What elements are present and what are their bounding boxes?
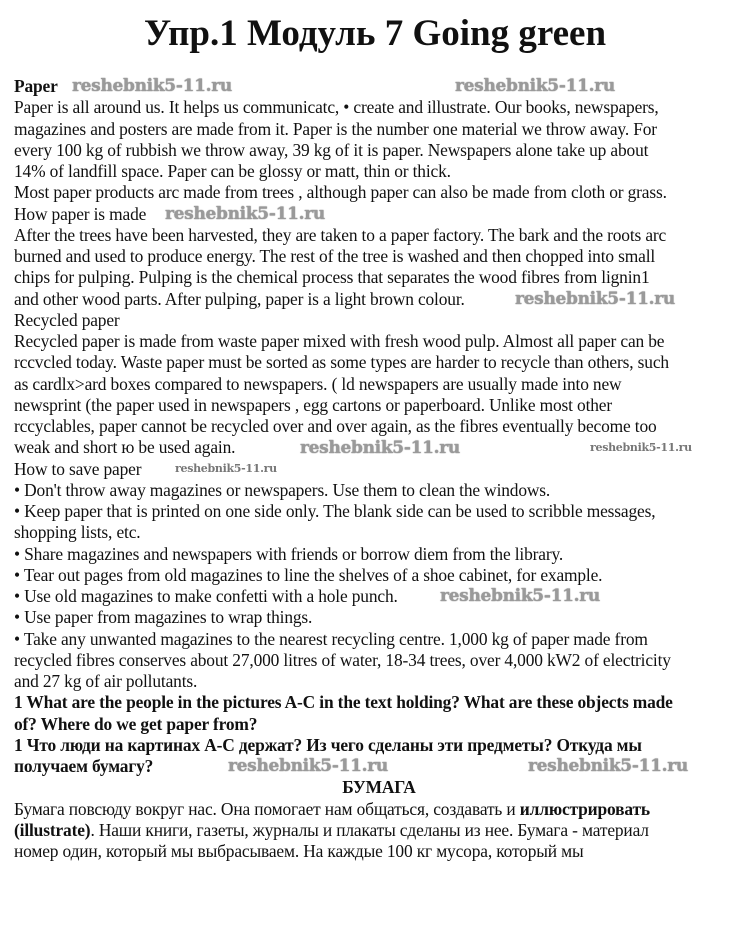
text-segment: How to save paper — [14, 458, 142, 479]
watermark: reshebnik5-11.ru — [300, 438, 460, 458]
text-line — [14, 522, 744, 543]
text-line — [14, 714, 744, 735]
text-line — [14, 735, 744, 756]
text-line — [14, 820, 744, 841]
text-segment: rccyclables, paper cannot be recycled over and over again, as the fibres eventually become too — [14, 416, 657, 436]
text-segment: 1 What are the people in the pictures A-C in the text holding? What are these objects made — [14, 692, 673, 713]
watermark: reshebnik5-11.ru — [72, 76, 232, 96]
text-line — [14, 161, 744, 182]
text-line — [14, 501, 744, 522]
text-segment: . Наши книги, газеты, журналы и плакаты сделаны из нее. Бумага - материал — [90, 819, 649, 840]
text-line — [14, 331, 744, 352]
text-line — [14, 841, 744, 862]
text-segment: • Tear out pages from old magazines to line the shelves of a shoe cabinet, for example. — [14, 564, 603, 585]
text-segment: (illustrate) — [14, 819, 91, 840]
text-segment: rccvcled today. Waste paper must be sorted as some types are harder to recycle than others, such — [14, 352, 669, 373]
text-line — [14, 586, 744, 607]
text-segment: номер один, который мы выбрасываем. На каждые 100 кг мусора, который мы — [14, 841, 584, 861]
text-line — [14, 777, 744, 798]
text-line — [14, 119, 744, 140]
watermark: reshebnik5-11.ru — [228, 756, 388, 776]
text-segment: Paper — [14, 76, 58, 96]
text-line — [14, 310, 744, 331]
text-line — [14, 692, 744, 713]
text-segment: weak and short ю be used again. — [14, 437, 236, 458]
text-segment: иллюстрировать — [519, 798, 650, 819]
text-line — [14, 267, 744, 288]
text-line — [14, 459, 744, 480]
text-segment: • Share magazines and newspapers with friends or borrow diem from the library. — [14, 543, 564, 564]
text-line — [14, 97, 744, 118]
text-segment: and other wood parts. After pulping, paper is a light brown colour. — [14, 288, 465, 309]
text-segment: and 27 kg of air pollutants. — [14, 671, 198, 691]
text-line — [14, 395, 744, 416]
watermark: reshebnik5-11.ru — [590, 441, 692, 454]
text-segment: How paper is made — [14, 203, 147, 224]
text-line — [14, 565, 744, 586]
text-segment: 1 Что люди на картинах А-С держат? Из чего сделаны эти предметы? Откуда мы — [14, 734, 642, 755]
text-line — [14, 650, 744, 671]
document-body — [14, 76, 744, 862]
text-segment: БУМАГА — [342, 777, 416, 798]
text-segment: magazines and posters are made from it. Paper is the number one material we throw away. For — [14, 118, 657, 139]
text-segment: After the trees have been harvested, they are taken to a paper factory. The bark and the roots arc — [14, 224, 667, 245]
text-segment: every 100 kg of rubbish we throw away, 39 kg of it is paper. Newspapers alone take up about — [14, 139, 649, 160]
text-line — [14, 246, 744, 267]
text-segment: shopping lists, etc. — [14, 522, 141, 543]
text-segment: as cardlx>ard boxes compared to newspapers. ( ld newspapers are usually made into new — [14, 373, 622, 394]
text-line — [14, 182, 744, 203]
text-segment: • Use old magazines to make confetti with a hole punch. — [14, 586, 398, 606]
text-segment: newsprint (the paper used in newspapers , egg cartons or paperboard. Unlike most other — [14, 394, 613, 415]
text-line — [14, 416, 744, 437]
text-line — [14, 799, 744, 820]
text-segment: Recycled paper — [14, 309, 120, 330]
text-segment: • Keep paper that is printed on one side only. The blank side can be used to scribble messages, — [14, 501, 656, 521]
text-line — [14, 629, 744, 650]
text-segment: chips for pulping. Pulping is the chemical process that separates the wood fibres from lignin1 — [14, 267, 650, 288]
text-line — [14, 480, 744, 501]
text-segment: 14% of landfill space. Paper can be glossy or matt, thin or thick. — [14, 161, 451, 181]
text-line — [14, 204, 744, 225]
text-segment: Most paper products arc made from trees , although paper can also be made from cloth or grass. — [14, 182, 667, 203]
text-segment: • Don't throw away magazines or newspapers. Use them to clean the windows. — [14, 479, 551, 500]
text-line — [14, 671, 744, 692]
watermark: reshebnik5-11.ru — [515, 289, 675, 309]
text-line — [14, 544, 744, 565]
text-segment: получаем бумагу? — [14, 756, 154, 776]
text-line — [14, 352, 744, 373]
text-line — [14, 140, 744, 161]
watermark: reshebnik5-11.ru — [455, 76, 615, 96]
text-segment: Paper is all around us. It helps us communicatc, • create and illustrate. Our books, newspapers, — [14, 97, 659, 118]
text-segment: • Take any unwanted magazines to the nearest recycling centre. 1,000 kg of paper made from — [14, 628, 648, 649]
text-line — [14, 607, 744, 628]
text-segment: • Use paper from magazines to wrap things. — [14, 607, 313, 628]
watermark: reshebnik5-11.ru — [440, 586, 600, 606]
text-line — [14, 225, 744, 246]
text-segment: burned and used to produce energy. The rest of the tree is washed and then chopped into small — [14, 246, 656, 266]
text-segment: Recycled paper is made from waste paper mixed with fresh wood pulp. Almost all paper can be — [14, 331, 665, 351]
text-segment: of? Where do we get paper from? — [14, 713, 258, 734]
page-title: Упр.1 Модуль 7 Going green — [143, 13, 607, 54]
watermark: reshebnik5-11.ru — [165, 204, 325, 224]
watermark: reshebnik5-11.ru — [528, 756, 688, 776]
text-segment: Бумага повсюду вокруг нас. Она помогает нам общаться, создавать и — [14, 798, 520, 819]
text-line — [14, 374, 744, 395]
watermark: reshebnik5-11.ru — [175, 462, 277, 475]
text-segment: recycled fibres conserves about 27,000 litres of water, 18-34 trees, over 4,000 kW2 of electricity — [14, 649, 671, 670]
